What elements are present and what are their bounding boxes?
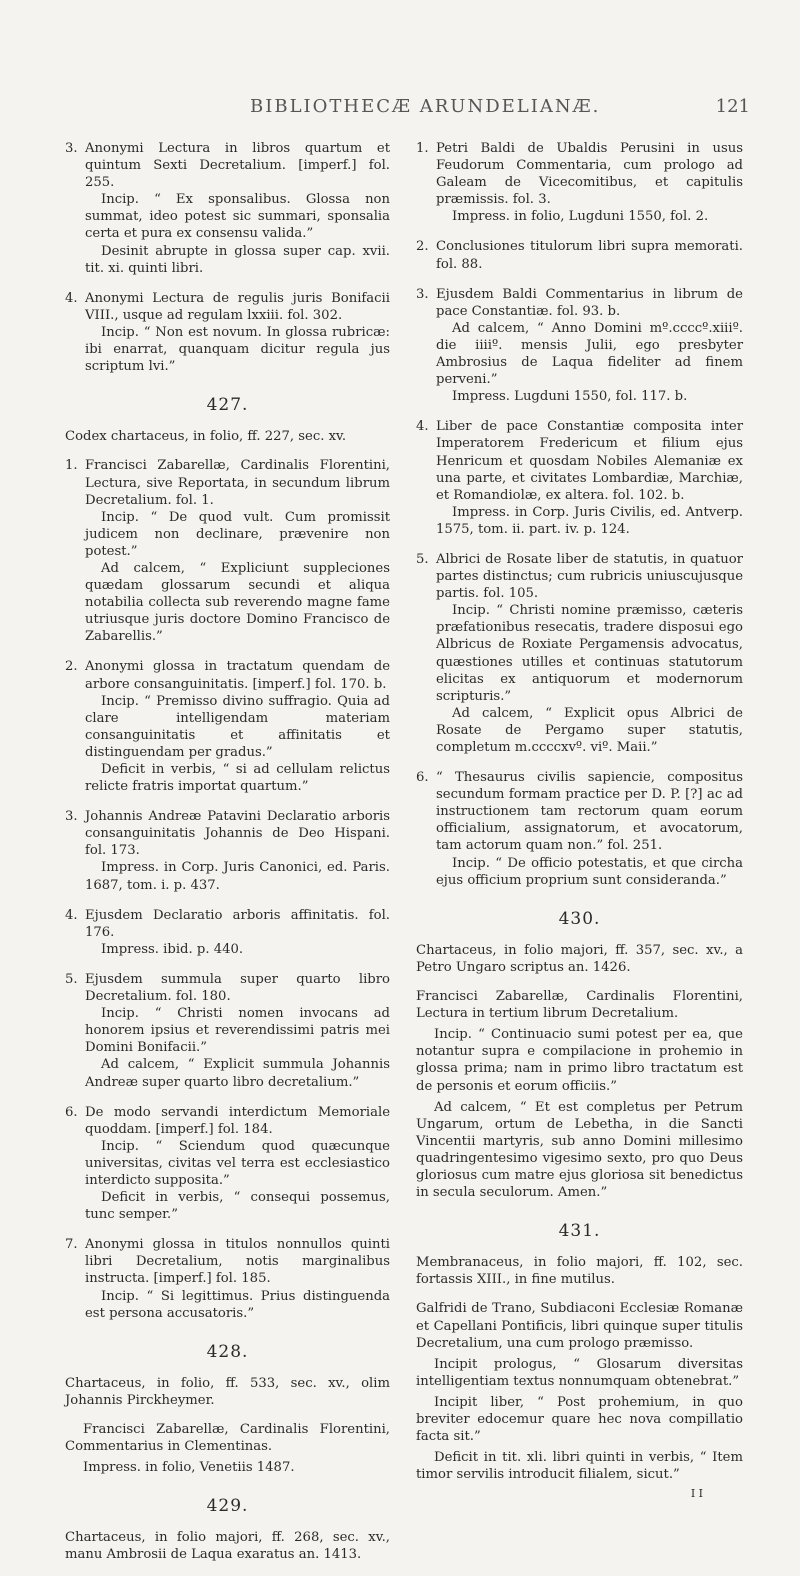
entry-number: 4.	[416, 419, 429, 435]
catalog-entry	[65, 808, 390, 893]
catalog-entry	[416, 551, 743, 756]
catalog-entry	[416, 140, 743, 225]
codex-description: Membranaceus, in folio majori, ff. 102, sec. fortassis XIII., in fine mutilus.	[416, 1255, 743, 1288]
entry-number: 4.	[65, 907, 78, 923]
catalog-entry	[65, 1236, 390, 1321]
entries-a	[65, 140, 390, 375]
codex-description: Chartaceus, in folio majori, ff. 268, sec. xv., manu Ambrosii de Laqua exaratus an. 1413.	[65, 1530, 390, 1563]
entry-text: Impress. in folio, Lugduni 1550, fol. 2.	[452, 209, 709, 225]
paragraph: Galfridi de Trano, Subdiaconi Ecclesiæ Romanæ et Capellani Pontificis, libri quinque super titulis Decretalium, una cum prologo præmisso.	[416, 1301, 743, 1351]
entry-text: Impress. Lugduni 1550, fol. 117. b.	[452, 389, 688, 405]
entry-text: Incip. “ De quod vult. Cum promissit judicem non declinare, prævenire non potest.”	[85, 509, 390, 559]
entry-number: 3.	[65, 141, 78, 156]
entry-text: Ad calcem, “ Explicit opus Albrici de Rosate de Pergamo super statutis, completum m.ccccxvº. viº. Maii.”	[436, 705, 743, 755]
running-title: BIBLIOTHECÆ ARUNDELIANÆ.	[250, 96, 601, 117]
entry-text: Incip. “ Ex sponsalibus. Glossa non summat, ideo potest sic summari, sponsalia certa et pura ex consensu valida.”	[85, 192, 390, 242]
entry-text: Anonymi Lectura in libros quartum et quintum Sexti Decretalium. [imperf.] fol. 255.	[85, 141, 390, 191]
entry-text: Impress. ibid. p. 440.	[101, 941, 244, 957]
signature-mark: I I	[690, 1487, 703, 1501]
entry-text: Anonymi glossa in titulos nonnullos quinti libri Decretalium, notis marginalibus instructa. [imperf.] fol. 185.	[85, 1237, 390, 1287]
entry-number: 5.	[416, 551, 429, 567]
entry-text: Anonymi Lectura de regulis juris Bonifacii VIII., usque ad regulam lxxiii. fol. 302.	[85, 290, 390, 323]
entry-number: 6.	[416, 770, 429, 786]
entry-text: Francisci Zabarellæ, Cardinalis Florentini, Lectura, sive Reportata, in secundum librum Decretalium. fol. 1.	[85, 458, 390, 508]
codex-heading: 431.	[558, 1221, 601, 1242]
paragraph: Ad calcem, “ Et est completus per Petrum Ungarum, ortum de Lebetha, in die Sancti Vincentii martyris, sub anno Domini millesimo quadringentesimo vigesimo sexto, pro quo Deus gloriosus cum matre ejus gloriosa sit benedictus in secula seculorum. Amen.”	[416, 1099, 743, 1201]
catalog-entry	[65, 290, 390, 375]
paragraph: Francisci Zabarellæ, Cardinalis Florentini, Commentarius in Clementinas.	[65, 1422, 390, 1455]
left-column	[65, 140, 390, 1576]
entry-text: Incip. “ Sciendum quod quæcunque universitas, civitas vel terra est ecclesiastico interdicto supposita.”	[85, 1138, 390, 1188]
catalog-entry	[65, 140, 390, 277]
entry-number: 5.	[65, 971, 78, 987]
entry-text: De modo servandi interdictum Memoriale quoddam. [imperf.] fol. 184.	[85, 1104, 390, 1137]
entry-text: Deficit in verbis, “ si ad cellulam relictus relicte fratris importat quartum.”	[85, 762, 390, 795]
codex-heading: 429.	[206, 1496, 249, 1517]
codex-heading: 427.	[206, 395, 249, 416]
catalog-entry	[416, 286, 743, 406]
right-column	[416, 140, 743, 1502]
entry-text: Ad calcem, “ Explicit summula Johannis Andreæ super quarto libro decretalium.”	[85, 1057, 390, 1090]
entry-text: Ejusdem summula super quarto libro Decretalium. fol. 180.	[85, 971, 390, 1005]
codex-description: Codex chartaceus, in folio, ff. 227, sec. xv.	[65, 429, 347, 445]
entry-number: 7.	[65, 1237, 78, 1253]
entry-text: Anonymi glossa in tractatum quendam de arbore consanguinitatis. [imperf.] fol. 170. b.	[85, 659, 390, 692]
entry-number: 2.	[416, 239, 429, 255]
page-number: 121	[715, 96, 750, 117]
catalog-entry	[416, 418, 743, 538]
entry-number: 1.	[65, 458, 78, 474]
entry-text: Albrici de Rosate liber de statutis, in quatuor partes distinctus; cum rubricis uniuscujusque partis. fol. 105.	[436, 551, 743, 602]
entry-text: Incip. “ Christi nomen invocans ad honorem ipsius et reverendissimi patris mei Domini Bonifacii.”	[85, 1006, 390, 1056]
entry-text: Ejusdem Baldi Commentarius in librum de pace Constantiæ. fol. 93. b.	[436, 286, 743, 319]
entry-number: 4.	[65, 290, 78, 306]
paragraph: Incipit prologus, “ Glosarum diversitas intelligentiam textus nonnumquam obtenebrat.”	[416, 1356, 743, 1389]
entry-text: Conclusiones titulorum libri supra memorati. fol. 88.	[436, 239, 743, 272]
paragraph: Impress. in folio, Venetiis 1487.	[83, 1460, 295, 1476]
entry-text: Incip. “ Premisso divino suffragio. Quia ad clare intelligendam materiam consanguinitatis et affinitatis et distinguendam per gradus.”	[85, 693, 390, 760]
entry-text: Incip. “ Non est novum. In glossa rubricæ: ibi enarrat, quanquam dicitur regula jus scriptum lvi.”	[85, 324, 390, 375]
paragraph: Deficit in tit. xli. libri quinti in verbis, “ Item timor servilis introducit filialem, sicut.”	[416, 1450, 743, 1483]
catalog-entry	[416, 238, 743, 272]
catalog-entry	[65, 658, 390, 795]
entry-text: Liber de pace Constantiæ composita inter Imperatorem Fredericum et filium ejus Henricum et quosdam Nobiles Alemaniæ ex una parte, et civitates Lombardiæ, Marchiæ, et Romandiolæ, ex altera. fol. 102. b.	[436, 419, 743, 503]
entry-text: Ad calcem, “ Expliciunt suppleciones quædam glossarum secundi et aliqua notabilia collecta sub reverendo magne fame utriusque juris doctore Domino Francisco de Zabarellis.”	[85, 560, 390, 645]
entry-text: Incip. “ Si legittimus. Prius distinguenda est persona accusatoris.”	[85, 1288, 390, 1321]
paragraph: Francisci Zabarellæ, Cardinalis Florentini, Lectura in tertium librum Decretalium.	[416, 989, 743, 1022]
catalog-entry	[416, 769, 743, 889]
entry-text: Impress. in Corp. Juris Canonici, ed. Paris. 1687, tom. i. p. 437.	[85, 860, 390, 893]
catalog-entry	[65, 907, 390, 958]
entry-text: Petri Baldi de Ubaldis Perusini in usus Feudorum Commentaria, cum prologo ad Galeam de Vicecomitibus, et capitulis præmissis. fol. 3.	[436, 141, 743, 208]
entry-text: Deficit in verbis, “ consequi possemus, tunc semper.”	[85, 1190, 390, 1223]
entry-number: 2.	[65, 659, 78, 675]
codex-description: Chartaceus, in folio majori, ff. 357, sec. xv., a Petro Ungaro scriptus an. 1426.	[416, 942, 743, 975]
entry-text: Impress. in Corp. Juris Civilis, ed. Antverp. 1575, tom. ii. part. iv. p. 124.	[436, 504, 743, 537]
entry-text: Johannis Andreæ Patavini Declaratio arboris consanguinitatis Johannis de Deo Hispani. fol. 173.	[85, 809, 390, 859]
entry-text: Incip. “ Christi nomine præmisso, cæteris præfationibus resecatis, tradere disposui ego Albricus de Roxiate Pergamensis advocatus, quæstiones utilles et continuas statutorum elicitas ex antiquorum et modernorum scripturis.”	[436, 603, 743, 704]
entry-number: 3.	[65, 809, 78, 825]
paragraph: Incip. “ Continuacio sumi potest per ea, que notantur supra e compilacione in prohemio in glossa prima; nam in primo libro tractatum est de personis et eorum officiis.”	[416, 1027, 743, 1094]
entries-b	[65, 457, 390, 1321]
entry-text: Ejusdem Declaratio arboris affinitatis. fol. 176.	[85, 907, 390, 940]
catalog-entry	[65, 457, 390, 645]
entry-text: Desinit abrupte in glossa super cap. xvii. tit. xi. quinti libri.	[85, 243, 390, 276]
entry-number: 1.	[416, 141, 429, 156]
entry-text: “ Thesaurus civilis sapiencie, compositus secundum formam practice per D. P. [?] ac ad instructionem tam rectorum quam eorum officialium, assignatorum, et avocatorum, tam actorum quam non.” fol. 251.	[436, 770, 743, 854]
entry-number: 3.	[416, 286, 429, 302]
entry-text: Incip. “ De officio potestatis, et que circha ejus officium proprium sunt consideranda.”	[436, 855, 743, 888]
codex-description: Chartaceus, in folio, ff. 533, sec. xv., olim Johannis Pirckheymer.	[65, 1375, 390, 1408]
codex-heading: 428.	[206, 1341, 249, 1362]
codex-heading: 430.	[558, 908, 601, 929]
paragraph: Incipit liber, “ Post prohemium, in quo breviter edocemur quare hec nova compillatio facta sit.”	[416, 1394, 743, 1445]
entry-text: Ad calcem, “ Anno Domini mº.ccccº.xiiiº. die iiiiº. mensis Julii, ego presbyter Ambrosius de Laqua fideliter ad finem perveni.”	[436, 320, 743, 388]
entry-number: 6.	[65, 1104, 78, 1120]
catalog-entry	[65, 971, 390, 1091]
catalog-entry	[65, 1104, 390, 1224]
